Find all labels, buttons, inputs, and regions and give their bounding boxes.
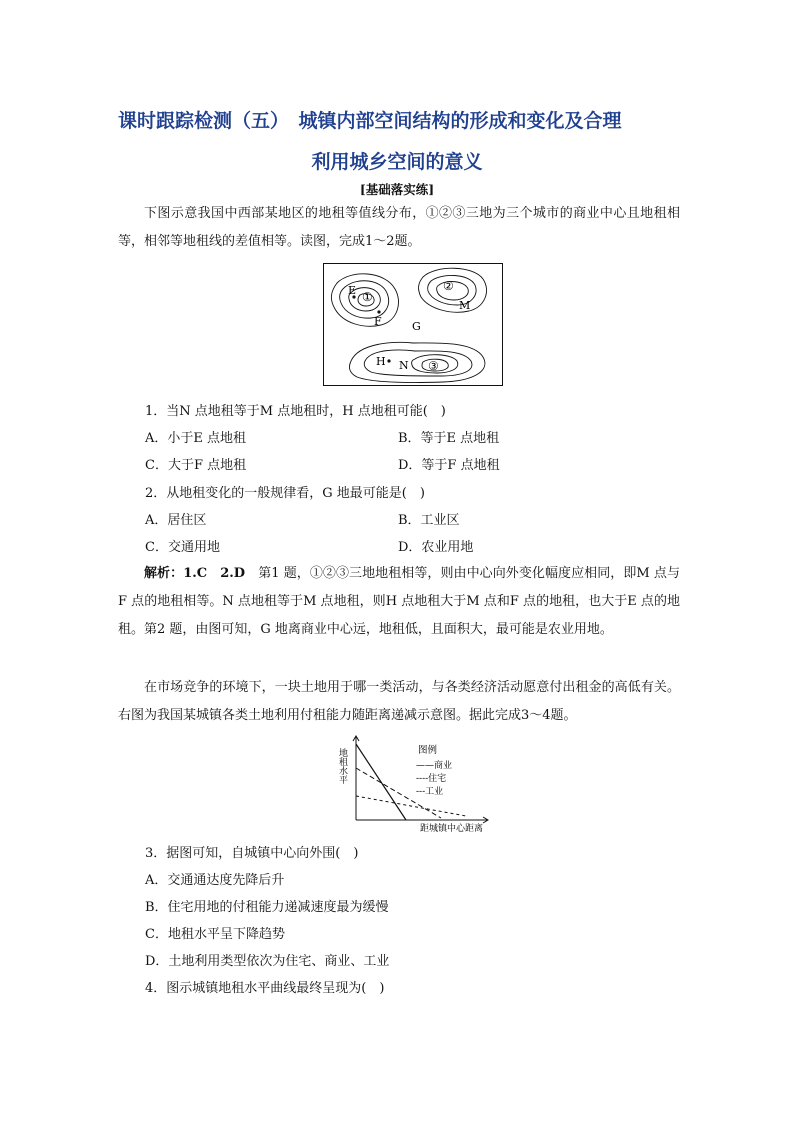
- question-3-stem: 3．据图可知，自城镇中心向外围( ): [145, 846, 359, 861]
- map-label-G: G: [412, 320, 421, 333]
- analysis-paragraph: [118, 560, 680, 644]
- question-3-option-c: C．地租水平呈下降趋势: [145, 927, 285, 942]
- map-label-F: F: [374, 315, 382, 328]
- question-4-stem: 4．图示城镇地租水平曲线最终呈现为( ): [145, 981, 385, 996]
- question-1-option-d: D．等于F 点地租: [398, 458, 500, 473]
- chart-legend-residential: ----住宅: [416, 774, 447, 784]
- map-label-center-1: ①: [362, 290, 373, 304]
- page-title-line-2: 利用城乡空间的意义: [311, 151, 483, 173]
- question-1-option-c: C．大于F 点地租: [145, 458, 247, 473]
- section-heading: [基础落实练]: [359, 182, 435, 197]
- contour-map-figure: [323, 263, 503, 386]
- page-title-line-1: 课时跟踪检测（五） 城镇内部空间结构的形成和变化及合理: [118, 110, 622, 132]
- question-2-option-d: D．农业用地: [398, 540, 474, 555]
- analysis-label: 解析：: [144, 566, 184, 581]
- curve-industrial: [356, 796, 466, 816]
- map-label-N: N: [399, 359, 409, 372]
- chart-legend-title: 图例: [418, 745, 438, 756]
- question-2-option-a: A．居住区: [145, 513, 207, 528]
- intro-paragraph-1: 下图示意我国中西部某地区的地租等值线分布，①②③三地为三个城市的商业中心且地租相等，相邻等地租线的差值相等。读图，完成1～2题。: [118, 206, 680, 249]
- question-3-option-a: A．交通通达度先降后升: [145, 873, 285, 888]
- map-label-M: M: [459, 299, 471, 312]
- question-2-stem: 2．从地租变化的一般规律看，G 地最可能是( ): [145, 486, 425, 501]
- question-3-option-d: D．土地利用类型依次为住宅、商业、工业: [145, 954, 390, 969]
- map-label-H: H: [376, 355, 386, 368]
- question-1-option-b: B．等于E 点地租: [398, 431, 500, 446]
- question-2-option-b: B．工业区: [398, 513, 460, 528]
- question-3-option-b: B．住宅用地的付租能力递减速度最为缓慢: [145, 900, 389, 915]
- question-1-option-a: A．小于E 点地租: [145, 431, 247, 446]
- analysis-text: 第1 题，①②③三地地租相等，则由中心向外变化幅度应相同，即M 点与F 点的地租相等。N 点地租等于M 点地租，则H 点地租大于M 点和F 点的地租，也大于E 点的地租。第2 题，由图可知，G 地离商业中心远，地租低，且面积大，最可能是农业用地。: [118, 566, 680, 637]
- chart-legend-industrial: ---工业: [416, 787, 444, 797]
- chart-x-axis-label: 距城镇中心距离: [420, 824, 484, 834]
- map-label-center-2: ②: [443, 279, 454, 293]
- curve-commercial: [356, 744, 406, 820]
- chart-y-axis-label: 地租水平: [337, 748, 347, 784]
- chart-legend-commercial: ——商业: [416, 761, 453, 771]
- map-label-center-3: ③: [428, 359, 439, 373]
- rent-curve-chart: [336, 734, 496, 834]
- intro-paragraph-2: 在市场竞争的环境下，一块土地用于哪一类活动，与各类经济活动愿意付出租金的高低有关。右图为我国某城镇各类土地利用付租能力随距离递减示意图。据此完成3～4题。: [118, 680, 680, 723]
- map-label-E: E: [348, 284, 357, 297]
- question-2-option-c: C．交通用地: [145, 540, 220, 555]
- question-1-stem: 1．当N 点地租等于M 点地租时，H 点地租可能( ): [145, 404, 446, 419]
- analysis-answers: 1.C 2.D: [183, 566, 246, 581]
